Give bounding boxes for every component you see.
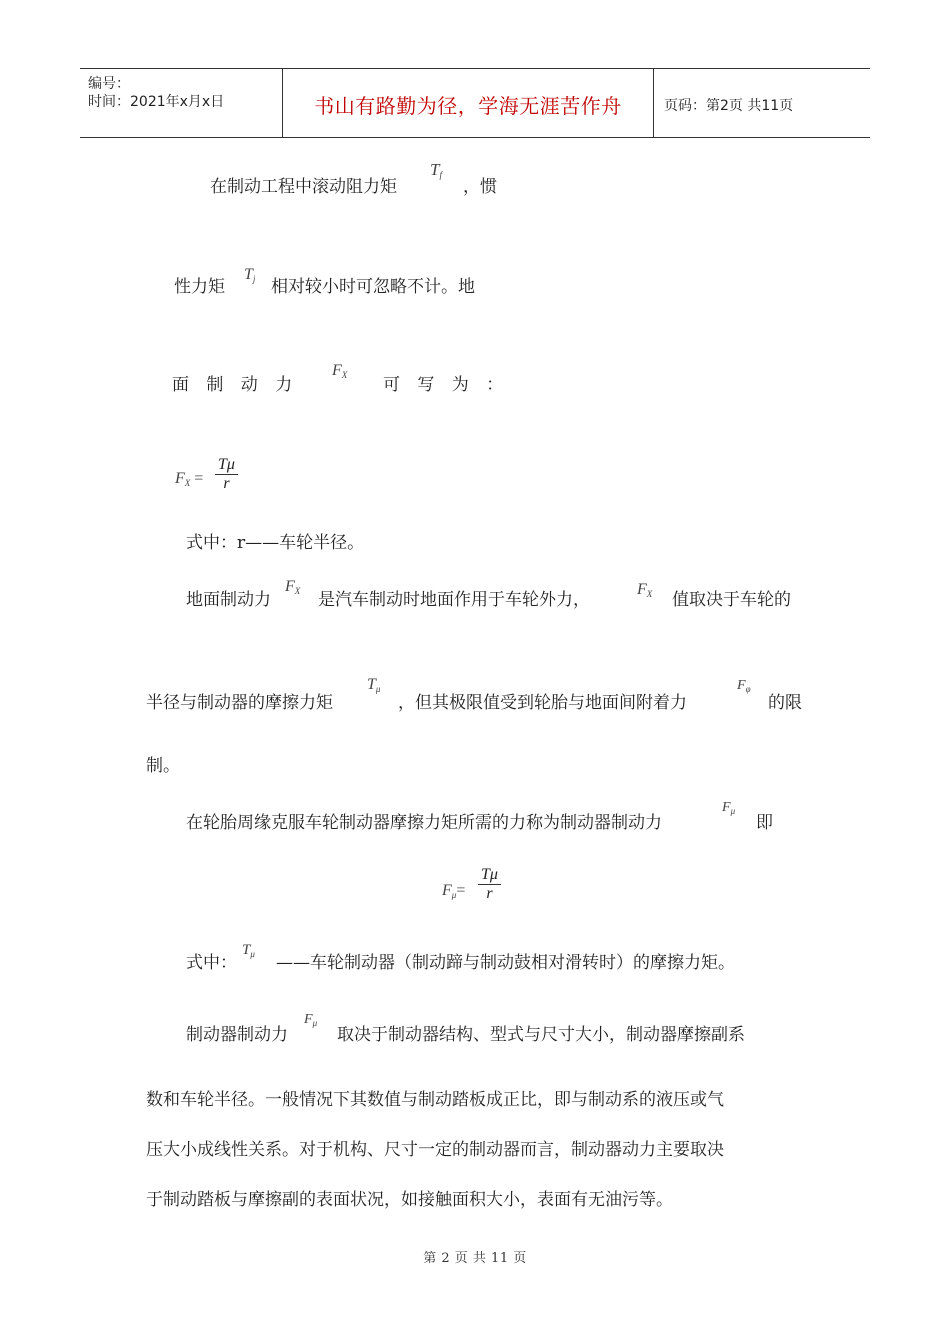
text-p7b: 即 — [756, 813, 773, 833]
text-p5c: 的限 — [768, 693, 802, 713]
header-middle-cell — [283, 69, 654, 137]
formula1-denominator: r — [223, 475, 230, 492]
text-where1: 式中：r——车轮半径。 — [186, 533, 365, 553]
text-p6: 制。 — [146, 756, 180, 776]
text-p5a: 半径与制动器的摩擦力矩 — [146, 693, 333, 713]
motto: 书山有路勤为径，学海无涯苦作舟 — [314, 94, 622, 118]
formula2-lhs: $F_\mu=$ — [442, 882, 466, 900]
symbol-Tf: $T_f$ — [430, 160, 442, 180]
text-where2a: 式中： — [186, 953, 237, 973]
text-p4c: 值取决于车轮的 — [672, 590, 791, 610]
text-p8a: 制动器制动力 — [186, 1025, 288, 1045]
text-p8b: 取决于制动器结构、型式与尺寸大小，制动器摩擦副系 — [337, 1025, 745, 1045]
symbol-Fphi: $F_\varphi$ — [737, 678, 751, 694]
text-p4a: 地面制动力 — [186, 590, 271, 610]
symbol-Tj: $T_j$ — [244, 266, 256, 284]
text-p5b: ，但其极限值受到轮胎与地面间附着力 — [398, 693, 687, 713]
text-p2a: 性力矩 — [174, 277, 225, 297]
page-footer: 第 2 页 共 11 页 — [423, 1251, 527, 1266]
text-where2b: ——车轮制动器（制动蹄与制动鼓相对滑转时）的摩擦力矩。 — [276, 953, 735, 973]
symbol-FX-2: $F_X$ — [285, 578, 301, 596]
header-table — [80, 68, 870, 138]
symbol-FX-3: $F_X$ — [637, 581, 653, 599]
formula1-numerator: Tμ — [215, 456, 238, 475]
formula2-numerator: Tμ — [478, 866, 501, 885]
text-p11: 于制动踏板与摩擦副的表面状况，如接触面积大小，表面有无油污等。 — [146, 1190, 673, 1210]
symbol-Tmu: $T_\mu$ — [367, 676, 381, 694]
formula1-lhs: $F_X$ = — [175, 470, 204, 488]
formula1-fraction — [215, 456, 238, 493]
text-p3a: 面 制 动 力 — [172, 375, 299, 395]
text-p1a: 在制动工程中滚动阻力矩 — [210, 177, 397, 197]
formula2-fraction — [478, 866, 501, 903]
symbol-FX: $F_X$ — [332, 362, 348, 380]
time-label: 时间：2021年x月x日 — [88, 94, 225, 110]
header-right-cell — [654, 69, 870, 137]
number-label: 编号： — [88, 76, 130, 92]
symbol-Tmu-2: $T_\mu$ — [242, 942, 255, 959]
header-left-cell — [80, 69, 283, 137]
text-p3b: 可 写 为 ： — [383, 375, 510, 395]
symbol-Fmu: $F_\mu$ — [722, 800, 736, 816]
text-p1b: ，惯 — [463, 177, 497, 197]
text-p10: 压大小成线性关系。对于机构、尺寸一定的制动器而言，制动器动力主要取决 — [146, 1140, 724, 1160]
text-p2b: 相对较小时可忽略不计。地 — [271, 277, 475, 297]
text-p7a: 在轮胎周缘克服车轮制动器摩擦力矩所需的力称为制动器制动力 — [186, 813, 662, 833]
symbol-Fmu-2: $F_\mu$ — [304, 1012, 318, 1028]
header-page-label: 页码：第2页 共11页 — [664, 98, 794, 114]
formula2-denominator: r — [486, 885, 493, 902]
text-p9: 数和车轮半径。一般情况下其数值与制动踏板成正比，即与制动系的液压或气 — [146, 1090, 724, 1110]
text-p4b: 是汽车制动时地面作用于车轮外力， — [318, 590, 590, 610]
